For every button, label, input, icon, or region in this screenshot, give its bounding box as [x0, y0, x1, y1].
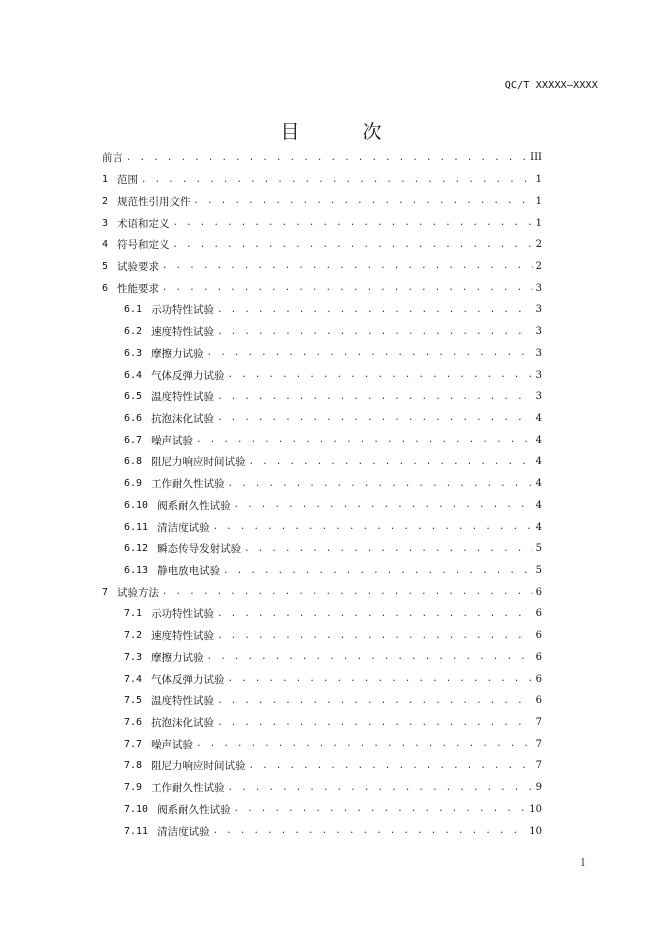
toc-entry[interactable]: [102, 690, 542, 712]
toc-entry[interactable]: [102, 234, 542, 256]
toc-entry-title: 阀系耐久性试验: [157, 499, 231, 512]
toc-entry[interactable]: [102, 755, 542, 777]
toc-entry[interactable]: [102, 277, 542, 299]
toc-entry-page: 5: [535, 543, 542, 555]
toc-entry-title: 抗泡沫化试验: [151, 717, 215, 730]
toc-entry-number: 7.5: [124, 695, 143, 707]
toc-entry-number: 6.10: [124, 499, 149, 511]
toc-entry-title: 速度特性试验: [151, 326, 215, 339]
toc-dot-leader: [217, 392, 533, 402]
toc-entry-title: 清洁度试验: [157, 521, 210, 534]
toc-dot-leader: [217, 327, 533, 337]
table-of-contents: [102, 147, 542, 842]
toc-entry-title: 速度特性试验: [151, 630, 215, 643]
toc-entry-title: 示功特性试验: [151, 304, 215, 317]
toc-entry-number: 6.11: [124, 521, 149, 533]
toc-entry-number: 6.7: [124, 434, 143, 446]
toc-entry-number: 7.4: [124, 673, 143, 685]
toc-entry-page: III: [530, 152, 542, 164]
toc-entry-number: 2: [102, 195, 109, 207]
toc-entry[interactable]: [102, 169, 542, 191]
toc-dot-leader: [207, 652, 533, 662]
toc-entry-page: 4: [535, 434, 542, 446]
toc-entry[interactable]: [102, 451, 542, 473]
toc-entry-title: 摩擦力试验: [151, 651, 204, 664]
toc-entry[interactable]: [102, 386, 542, 408]
toc-entry-page: 4: [535, 478, 542, 490]
toc-dot-leader: [162, 283, 533, 293]
toc-dot-leader: [196, 739, 533, 749]
toc-entry-title: 术语和定义: [117, 217, 170, 230]
toc-entry-number: 6.8: [124, 456, 143, 468]
toc-entry[interactable]: [102, 495, 542, 517]
toc-entry-title: 前言: [102, 152, 123, 165]
toc-dot-leader: [217, 718, 533, 728]
toc-dot-leader: [228, 783, 533, 793]
toc-dot-leader: [126, 153, 527, 163]
toc-dot-leader: [173, 218, 533, 228]
toc-entry[interactable]: [102, 560, 542, 582]
toc-entry-number: 7: [102, 586, 109, 598]
toc-dot-leader: [234, 500, 533, 510]
toc-entry-page: 1: [535, 195, 542, 207]
toc-entry-title: 摩擦力试验: [151, 347, 204, 360]
toc-dot-leader: [249, 457, 533, 467]
toc-entry-number: 6.13: [124, 565, 149, 577]
toc-entry-number: 7.10: [124, 803, 149, 815]
toc-entry-page: 7: [535, 717, 542, 729]
toc-entry[interactable]: [102, 647, 542, 669]
toc-entry-page: 7: [535, 760, 542, 772]
toc-entry-page: 4: [535, 521, 542, 533]
toc-entry[interactable]: [102, 212, 542, 234]
toc-entry-title: 示功特性试验: [151, 608, 215, 621]
toc-entry-title: 工作耐久性试验: [151, 478, 225, 491]
toc-entry[interactable]: [102, 668, 542, 690]
toc-entry-title: 阻尼力响应时间试验: [151, 456, 246, 469]
toc-dot-leader: [213, 522, 533, 532]
toc-entry[interactable]: [102, 429, 542, 451]
toc-entry-page: 1: [535, 174, 542, 186]
toc-entry-page: 3: [535, 326, 542, 338]
toc-dot-leader: [196, 435, 533, 445]
page-number: I: [581, 858, 585, 869]
toc-entry-title: 噪声试验: [151, 738, 194, 751]
toc-entry-page: 2: [535, 239, 542, 251]
toc-entry-page: 6: [535, 673, 542, 685]
toc-entry-number: 3: [102, 217, 109, 229]
toc-dot-leader: [141, 175, 533, 185]
toc-dot-leader: [173, 240, 533, 250]
toc-entry-number: 7.2: [124, 630, 143, 642]
toc-entry-number: 7.7: [124, 738, 143, 750]
toc-entry-page: 4: [535, 412, 542, 424]
toc-dot-leader: [228, 370, 533, 380]
toc-entry-page: 3: [535, 347, 542, 359]
toc-entry-number: 7.8: [124, 760, 143, 772]
toc-entry-page: 6: [535, 695, 542, 707]
toc-entry-title: 抗泡沫化试验: [151, 412, 215, 425]
toc-entry-title: 符号和定义: [117, 239, 170, 252]
toc-dot-leader: [249, 761, 533, 771]
toc-entry-title: 气体反弹力试验: [151, 673, 225, 686]
toc-entry-number: 6.3: [124, 347, 143, 359]
toc-entry-page: 3: [535, 369, 542, 381]
toc-dot-leader: [217, 631, 533, 641]
toc-entry-title: 阻尼力响应时间试验: [151, 760, 246, 773]
toc-entry[interactable]: [102, 516, 542, 538]
toc-entry[interactable]: [102, 190, 542, 212]
toc-entry-number: 7.6: [124, 717, 143, 729]
toc-entry-page: 2: [535, 260, 542, 272]
toc-entry-number: 4: [102, 239, 109, 251]
toc-entry-number: 6.9: [124, 478, 143, 490]
toc-entry-number: 1: [102, 174, 109, 186]
toc-entry[interactable]: [102, 473, 542, 495]
toc-dot-leader: [223, 566, 533, 576]
toc-entry[interactable]: [102, 408, 542, 430]
toc-entry-page: 6: [535, 630, 542, 642]
toc-dot-leader: [217, 413, 533, 423]
toc-entry-title: 范围: [117, 174, 139, 187]
toc-entry-title: 性能要求: [117, 282, 160, 295]
toc-entry-page: 4: [535, 499, 542, 511]
toc-entry-title: 试验要求: [117, 260, 160, 273]
toc-dot-leader: [217, 305, 533, 315]
toc-entry-page: 10: [529, 803, 542, 815]
toc-entry[interactable]: [102, 625, 542, 647]
toc-entry[interactable]: [102, 342, 542, 364]
toc-dot-leader: [217, 609, 533, 619]
toc-entry-page: 3: [535, 304, 542, 316]
toc-dot-leader: [234, 804, 527, 814]
toc-dot-leader: [228, 479, 533, 489]
toc-dot-leader: [207, 348, 533, 358]
toc-entry-number: 7.9: [124, 782, 143, 794]
toc-entry-title: 工作耐久性试验: [151, 782, 225, 795]
toc-entry-title: 阀系耐久性试验: [157, 803, 231, 816]
toc-entry[interactable]: [102, 364, 542, 386]
toc-entry-title: 气体反弹力试验: [151, 369, 225, 382]
toc-entry[interactable]: [102, 256, 542, 278]
toc-entry-page: 3: [535, 282, 542, 294]
toc-entry-title: 静电放电试验: [157, 565, 221, 578]
toc-entry-page: 3: [535, 391, 542, 403]
toc-entry[interactable]: [102, 799, 542, 821]
toc-entry[interactable]: [102, 777, 542, 799]
toc-entry-number: 6.2: [124, 326, 143, 338]
toc-entry-title: 规范性引用文件: [117, 195, 191, 208]
toc-entry-number: 6.1: [124, 304, 143, 316]
toc-dot-leader: [228, 674, 533, 684]
toc-entry[interactable]: [102, 712, 542, 734]
toc-dot-leader: [162, 587, 533, 597]
toc-entry-number: 7.1: [124, 608, 143, 620]
toc-entry-page: 5: [535, 565, 542, 577]
toc-entry[interactable]: [102, 321, 542, 343]
toc-entry-title: 清洁度试验: [157, 825, 210, 838]
toc-entry[interactable]: [102, 581, 542, 603]
toc-entry-page: 6: [535, 651, 542, 663]
toc-entry[interactable]: [102, 603, 542, 625]
toc-dot-leader: [244, 544, 533, 554]
toc-entry-page: 10: [529, 825, 542, 837]
toc-entry[interactable]: [102, 820, 542, 842]
toc-entry[interactable]: [102, 733, 542, 755]
toc-entry-title: 温度特性试验: [151, 391, 215, 404]
toc-entry-title: 噪声试验: [151, 434, 194, 447]
toc-entry-title: 瞬态传导发射试验: [157, 543, 242, 556]
toc-entry-number: 7.3: [124, 651, 143, 663]
toc-dot-leader: [162, 261, 533, 271]
page-title: 目 次: [280, 121, 404, 143]
toc-entry-number: 6.6: [124, 412, 143, 424]
toc-entry-number: 6: [102, 282, 109, 294]
toc-entry[interactable]: [102, 147, 542, 169]
toc-dot-leader: [217, 696, 533, 706]
toc-entry-number: 5: [102, 260, 109, 272]
toc-entry-number: 6.4: [124, 369, 143, 381]
toc-entry[interactable]: [102, 538, 542, 560]
toc-entry[interactable]: [102, 299, 542, 321]
toc-entry-page: 4: [535, 456, 542, 468]
toc-dot-leader: [194, 196, 533, 206]
toc-entry-page: 9: [535, 782, 542, 794]
toc-entry-title: 试验方法: [117, 586, 160, 599]
toc-entry-number: 7.11: [124, 825, 149, 837]
toc-entry-page: 7: [535, 738, 542, 750]
toc-entry-number: 6.12: [124, 543, 149, 555]
toc-dot-leader: [213, 826, 527, 836]
toc-entry-page: 6: [535, 586, 542, 598]
toc-entry-number: 6.5: [124, 391, 143, 403]
standard-code: QC/T XXXXX—XXXX: [504, 80, 598, 91]
toc-entry-page: 6: [535, 608, 542, 620]
toc-entry-title: 温度特性试验: [151, 695, 215, 708]
toc-entry-page: 1: [535, 217, 542, 229]
